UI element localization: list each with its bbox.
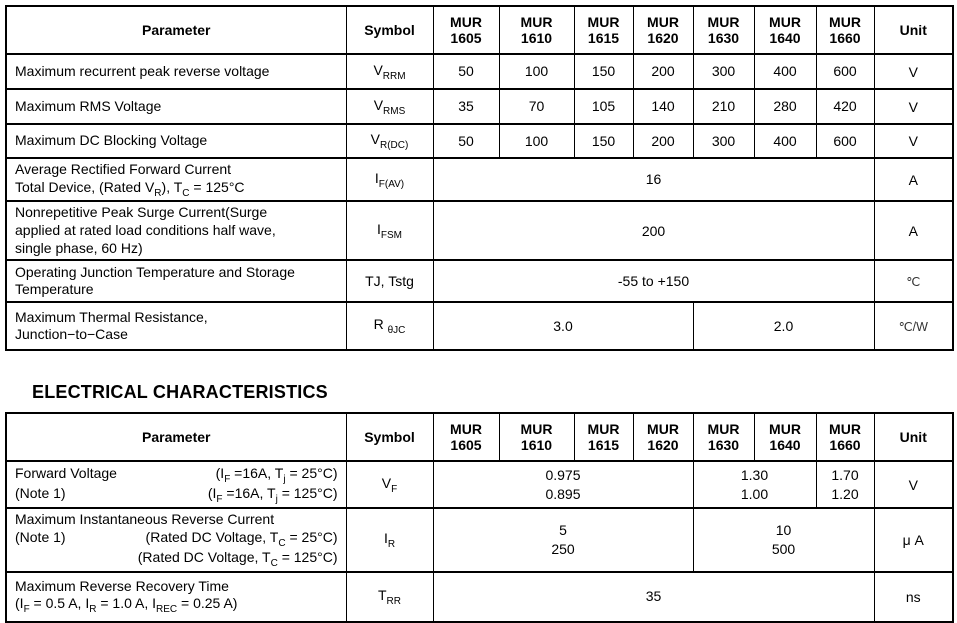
header-row (6, 413, 953, 461)
value-line: 100 (524, 63, 549, 80)
parameter-text: Maximum Instantaneous Reverse Current (15, 511, 275, 528)
value-cell (499, 124, 574, 158)
value-cell (693, 461, 816, 508)
value-cell (693, 302, 874, 350)
parameter-line (15, 326, 342, 344)
col-header-mur-1605 (433, 413, 499, 461)
value-line: 1.70 (831, 467, 859, 484)
value-cell (433, 572, 874, 622)
subscript-text: R (89, 604, 97, 616)
value-line: 150 (591, 132, 616, 149)
parameter-line (15, 309, 342, 327)
unit-cell: ℃ (874, 260, 953, 302)
subscript-text: RR (386, 595, 401, 607)
value-cell (433, 508, 693, 571)
model-name-line: 1605 (450, 30, 482, 46)
value-cell (499, 54, 574, 89)
parameter-cell (6, 54, 346, 89)
subscript-text: F(AV) (378, 178, 405, 190)
parameter-line (15, 204, 342, 222)
model-name-line: MUR (707, 421, 740, 438)
col-header-mur-1640 (754, 6, 816, 54)
unit-cell: V (874, 124, 953, 158)
value-line: 600 (833, 132, 857, 149)
parameter-line (15, 222, 342, 240)
symbol-cell: $I_{F(AV)}$ (346, 158, 433, 201)
model-name-line: 1620 (647, 437, 679, 454)
condition-text: ($I_F =16A$, $T_j = 25^\circ C$) (215, 465, 338, 485)
table-row (6, 158, 953, 201)
value-line: 70 (528, 98, 545, 115)
value-cell (499, 89, 574, 124)
parameter-cell (6, 572, 346, 622)
parameter-line (15, 264, 342, 282)
value-cell (433, 54, 499, 89)
value-line: 400 (773, 63, 797, 80)
table-row (6, 302, 953, 350)
value-cell (633, 124, 693, 158)
parameter-line (15, 132, 342, 150)
electrical-characteristics-heading: ELECTRICAL CHARACTERISTICS (32, 382, 328, 403)
parameter-text: Maximum Reverse Recovery Time (15, 577, 229, 594)
value-line: 140 (651, 98, 675, 115)
model-name-line: 1615 (587, 30, 620, 46)
col-header-parameter: Parameter (6, 6, 346, 54)
symbol-cell: R $_{\theta JC}$ (346, 302, 433, 350)
unit-cell: V (874, 89, 953, 124)
parameter-text: (Note 1) (15, 528, 66, 545)
parameter-cell (6, 89, 346, 124)
col-header-unit: Unit (874, 6, 953, 54)
model-name-line: 1660 (829, 30, 861, 46)
model-name-line: 1630 (707, 437, 740, 454)
value-cell (693, 508, 874, 571)
col-header-symbol: Symbol (346, 6, 433, 54)
parameter-line (15, 549, 342, 569)
subscript-text: j (283, 473, 286, 485)
subscript-text: F (224, 473, 231, 485)
table-body (6, 54, 953, 350)
col-header-mur-1605 (433, 6, 499, 54)
model-name-line: 1640 (769, 437, 801, 454)
symbol-cell: $V_{R(DC)}$ (346, 124, 433, 158)
unit-cell: V (874, 54, 953, 89)
table-head (6, 6, 953, 54)
value-cell (693, 89, 754, 124)
subscript-text: F (391, 483, 398, 495)
subscript-text: R(DC) (380, 139, 409, 151)
condition-text: (Rated DC Voltage, $T_C = 25^\circ C$) (145, 528, 338, 549)
parameter-line (15, 281, 342, 299)
value-cell (816, 89, 874, 124)
parameter-text: Maximum DC Blocking Voltage (15, 132, 208, 149)
parameter-line (15, 529, 342, 549)
value-cell (754, 89, 816, 124)
value-cell (693, 54, 754, 89)
model-name-line: 1630 (707, 30, 740, 46)
value-line: 210 (711, 98, 736, 115)
col-header-mur-1640 (754, 413, 816, 461)
value-line: 16 (645, 171, 662, 188)
value-cell (433, 260, 874, 302)
parameter-line (15, 578, 342, 596)
col-header-mur-1615 (574, 413, 633, 461)
value-cell (433, 302, 693, 350)
value-line: 500 (771, 540, 796, 557)
value-cell (816, 461, 874, 508)
value-line: 150 (591, 63, 616, 80)
parameter-text: (Note 1) (15, 484, 66, 501)
subscript-text: θJC (387, 325, 406, 337)
model-name-line: 1610 (520, 30, 553, 46)
col-header-mur-1620 (633, 6, 693, 54)
subscript-text: RRM (382, 70, 406, 82)
parameter-cell (6, 508, 346, 571)
parameter-cell (6, 158, 346, 201)
model-name-line: MUR (707, 13, 740, 30)
table-body (6, 461, 953, 621)
value-line: 600 (833, 63, 857, 80)
model-name-line: MUR (520, 421, 553, 438)
value-line: 0.975 (545, 467, 581, 484)
parameter-cell (6, 302, 346, 350)
parameter-cell (6, 124, 346, 158)
subscript-text: j (275, 493, 278, 505)
subscript-text: REC (156, 604, 178, 616)
symbol-cell: $V_F$ (346, 461, 433, 508)
model-name-line: MUR (450, 13, 482, 30)
value-line: 35 (458, 98, 474, 115)
parameter-text: Operating Junction Temperature and Storage (15, 263, 295, 280)
symbol-cell: $V_{RRM}$ (346, 54, 433, 89)
unit-cell: A (874, 201, 953, 260)
value-cell (754, 54, 816, 89)
model-name-line: 1660 (829, 437, 861, 454)
symbol-cell: $I_R$ (346, 508, 433, 571)
subscript-text: R (387, 538, 396, 550)
col-header-symbol: Symbol (346, 413, 433, 461)
value-cell (574, 89, 633, 124)
value-line: 105 (591, 98, 616, 115)
value-line: 300 (711, 132, 736, 149)
value-line: 2.0 (773, 318, 794, 335)
subscript-text: C (182, 187, 190, 199)
subscript-text: R (154, 187, 162, 199)
parameter-text: Forward Voltage (15, 465, 117, 481)
value-cell (574, 124, 633, 158)
subscript-text: FSM (380, 229, 402, 241)
col-header-mur-1615 (574, 6, 633, 54)
parameter-line (15, 595, 342, 615)
unit-cell: V (874, 461, 953, 508)
value-line: 5 (559, 522, 567, 539)
value-cell (633, 54, 693, 89)
col-header-mur-1660 (816, 6, 874, 54)
model-name-line: MUR (829, 13, 861, 30)
ratings-table (5, 5, 954, 351)
datasheet-page (0, 5, 957, 623)
parameter-cell (6, 461, 346, 508)
value-line: -55 to +150 (617, 273, 690, 290)
value-line: 280 (773, 98, 797, 115)
value-line: 300 (711, 63, 736, 80)
value-cell (816, 124, 874, 158)
parameter-text: single phase, 60 Hz) (15, 239, 143, 256)
parameter-text: applied at rated load conditions half wave, (15, 222, 276, 239)
value-line: 200 (651, 132, 675, 149)
value-cell (433, 124, 499, 158)
parameter-cell (6, 201, 346, 260)
unit-cell: ns (874, 572, 953, 622)
condition-text: ($I_F =16A$, $T_j = 125^\circ C$) (207, 484, 338, 505)
parameter-text: Junction−to−Case (15, 326, 128, 343)
subscript-text: C (270, 557, 278, 569)
model-name-line: MUR (769, 13, 801, 30)
model-name-line: 1640 (769, 30, 801, 46)
table-row (6, 124, 953, 158)
value-cell (574, 54, 633, 89)
subscript-text: C (278, 537, 286, 549)
model-name-line: MUR (647, 421, 679, 438)
value-cell (433, 201, 874, 260)
value-line: 0.895 (545, 485, 581, 502)
model-name-line: MUR (587, 13, 620, 30)
value-line: 200 (641, 222, 666, 239)
model-name-line: MUR (829, 421, 861, 438)
col-header-mur-1630 (693, 413, 754, 461)
value-line: 50 (458, 132, 474, 149)
unit-cell: ℃/W (874, 302, 953, 350)
parameter-text: Maximum recurrent peak reverse voltage (15, 62, 270, 79)
parameter-line (15, 485, 342, 505)
symbol-cell: $V_{RMS}$ (346, 89, 433, 124)
parameter-line (15, 98, 342, 116)
parameter-text: Maximum RMS Voltage (15, 97, 162, 114)
parameter-text: Average Rectified Forward Current (15, 161, 232, 177)
value-line: 35 (645, 588, 662, 605)
table-row (6, 260, 953, 302)
subscript-text: F (23, 604, 30, 616)
model-name-line: MUR (647, 13, 679, 30)
table-row (6, 54, 953, 89)
model-name-line: MUR (520, 13, 553, 30)
unit-cell: A (874, 158, 953, 201)
model-name-line: MUR (769, 421, 801, 438)
value-cell (433, 158, 874, 201)
col-header-parameter: Parameter (6, 413, 346, 461)
parameter-text: Nonrepetitive Peak Surge Current(Surge (15, 204, 268, 221)
parameter-line (15, 511, 342, 529)
parameter-text: Temperature (15, 281, 94, 298)
table-head (6, 413, 953, 461)
model-name-line: 1610 (520, 437, 553, 454)
value-line: 1.00 (740, 485, 769, 502)
value-line: 200 (651, 63, 675, 80)
value-cell (754, 124, 816, 158)
value-line: 3.0 (553, 318, 573, 335)
value-line: 420 (833, 98, 857, 115)
parameter-text: Total Device, (Rated $V_R$), $T_C = 125^\circ C$ (15, 178, 245, 199)
electrical-table (5, 412, 954, 622)
symbol-cell: $T_{RR}$ (346, 572, 433, 622)
parameter-line (15, 161, 342, 179)
col-header-unit: Unit (874, 413, 953, 461)
value-cell (693, 124, 754, 158)
value-line: 250 (551, 540, 575, 557)
parameter-line (15, 465, 342, 485)
model-name-line: 1605 (450, 437, 482, 454)
parameter-text: Maximum Thermal Resistance, (15, 308, 208, 325)
value-line: 100 (524, 132, 549, 149)
symbol-cell: $I_{FSM}$ (346, 201, 433, 260)
table-row (6, 201, 953, 260)
subscript-text: F (216, 493, 223, 505)
value-cell (633, 89, 693, 124)
col-header-mur-1660 (816, 413, 874, 461)
value-cell (433, 89, 499, 124)
table-row (6, 572, 953, 622)
parameter-text: ($I_F = 0.5$ A, $I_R = 1.0$ A, $I_{REC} = 0.25$ A) (15, 595, 238, 616)
model-name-line: MUR (587, 421, 620, 438)
value-line: 1.20 (831, 485, 859, 502)
condition-text: (Rated DC Voltage, $T_C = 125^\circ C$) (137, 548, 338, 569)
parameter-line (15, 179, 342, 199)
table-row (6, 89, 953, 124)
col-header-mur-1610 (499, 6, 574, 54)
col-header-mur-1610 (499, 413, 574, 461)
value-cell (816, 54, 874, 89)
value-line: 400 (773, 132, 797, 149)
model-name-line: 1620 (647, 30, 679, 46)
model-name-line: 1615 (587, 437, 620, 454)
model-name-line: MUR (450, 421, 482, 438)
unit-cell: μ A (874, 508, 953, 571)
symbol-cell: TJ, Tstg (346, 260, 433, 302)
value-cell (433, 461, 693, 508)
header-row (6, 6, 953, 54)
parameter-line (15, 63, 342, 81)
table-row (6, 508, 953, 571)
value-line: 1.30 (740, 467, 769, 484)
parameter-cell (6, 260, 346, 302)
col-header-mur-1620 (633, 413, 693, 461)
col-header-mur-1630 (693, 6, 754, 54)
parameter-line (15, 240, 342, 258)
value-line: 10 (775, 522, 792, 539)
subscript-text: RMS (383, 105, 406, 117)
value-line: 50 (458, 63, 474, 80)
table-row (6, 461, 953, 508)
